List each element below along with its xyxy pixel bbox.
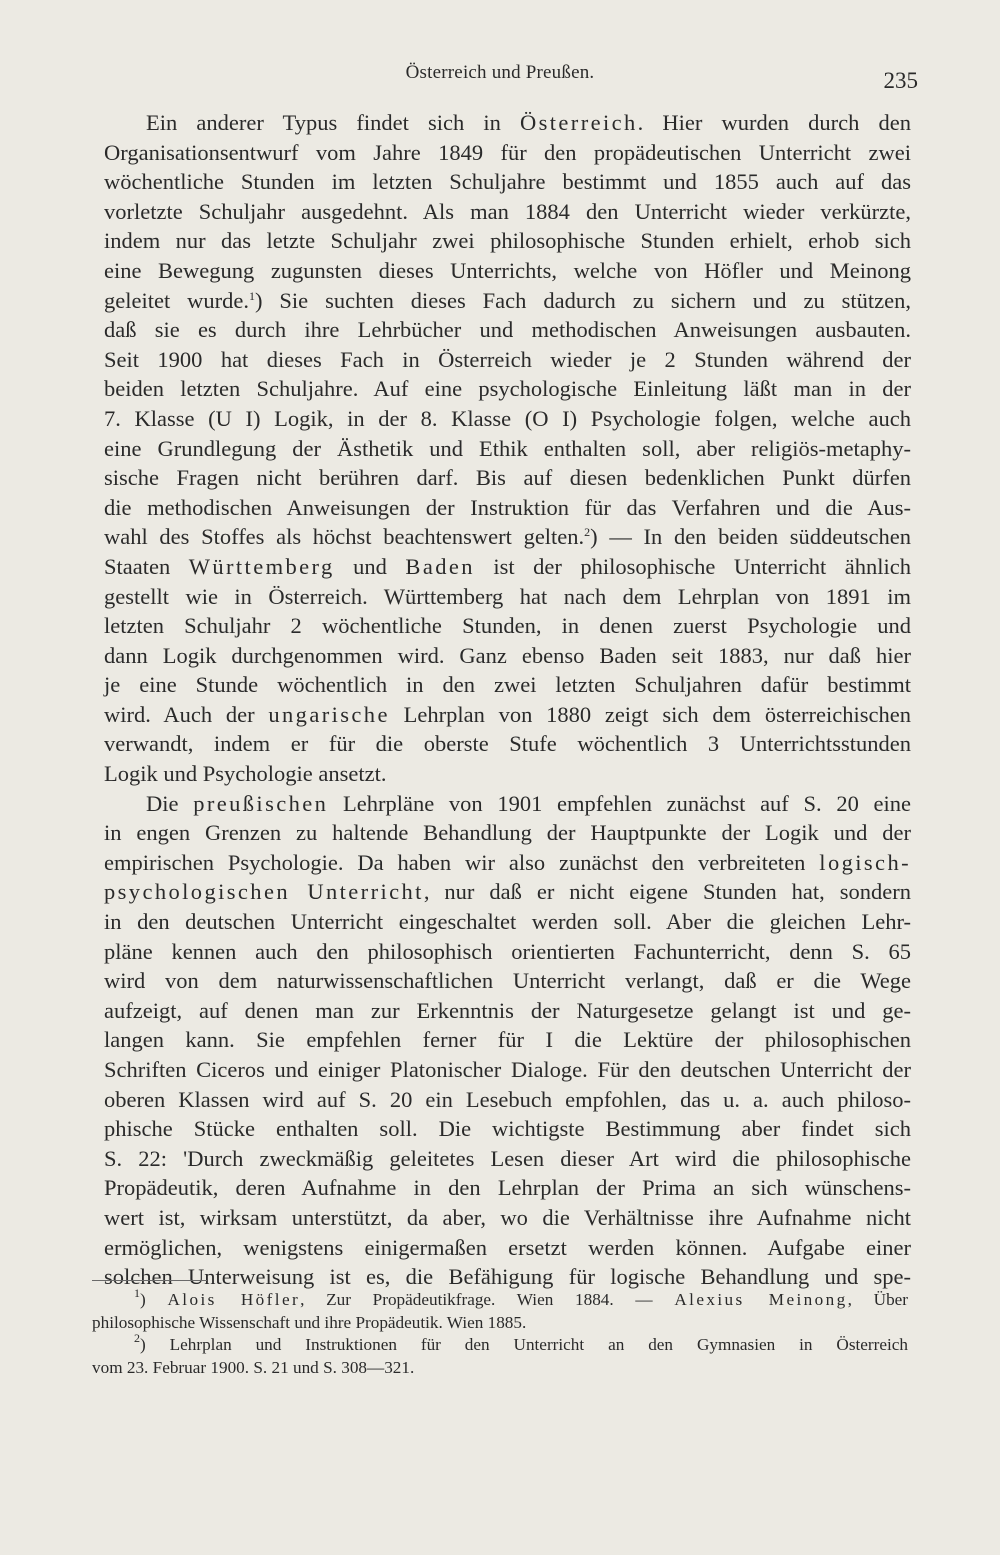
paragraph-line bbox=[104, 138, 911, 168]
text-run: Seit 1900 hat dieses Fach in Österreich wieder je 2 Stunden während der bbox=[104, 346, 911, 372]
text-run: , nur daß er nicht eigene Stunden hat, sondern bbox=[423, 879, 911, 905]
footnote bbox=[92, 1331, 908, 1379]
text-run: philosophische Wissenschaft und ihre Propädeutik. Wien 1885. bbox=[92, 1312, 527, 1332]
footnotes bbox=[92, 1286, 909, 1379]
paragraph-line bbox=[104, 1055, 911, 1085]
paragraph-line bbox=[104, 1262, 911, 1292]
footnote-marker: 1 bbox=[249, 288, 255, 303]
text-run: phische Stücke enthalten soll. Die wichtigste Bestimmung aber findet sich bbox=[104, 1116, 911, 1142]
page-number: 235 bbox=[883, 68, 918, 93]
footnote-marker: 1 bbox=[134, 1286, 140, 1300]
footnote-line bbox=[92, 1286, 909, 1312]
paragraph-line bbox=[104, 404, 911, 434]
paragraph-line bbox=[104, 463, 911, 493]
paragraph-line bbox=[104, 286, 911, 316]
footnote-line bbox=[92, 1331, 908, 1357]
paragraph-line bbox=[104, 1114, 911, 1144]
text-run: wird von dem naturwissenschaftlichen Unterricht verlangt, daß er die Wege bbox=[104, 968, 911, 994]
paragraph-line bbox=[104, 315, 911, 345]
spaced-emphasis: Baden bbox=[405, 553, 475, 579]
spaced-emphasis: Österreich bbox=[519, 110, 638, 135]
text-run: und bbox=[334, 553, 406, 579]
text-run: 7. Klasse (U I) Logik, in der 8. Klasse (O I) Psychologie folgen, welche auch bbox=[104, 405, 911, 431]
paragraph-line bbox=[104, 641, 911, 671]
text-run: indem nur das letzte Schuljahr zwei philosophische Stunden erhielt, erhob sich bbox=[104, 228, 911, 254]
text-run: pläne kennen auch den philosophisch orientierten Fachunterricht, denn S. 65 bbox=[104, 938, 911, 964]
footnote-marker: 2 bbox=[134, 1331, 140, 1345]
footnote bbox=[92, 1286, 909, 1334]
text-run: Staaten bbox=[104, 553, 189, 579]
paragraph-line bbox=[104, 937, 911, 967]
paragraph-line bbox=[104, 966, 911, 996]
paragraph-line bbox=[104, 226, 911, 256]
spaced-emphasis: Alois Höfler bbox=[167, 1290, 301, 1309]
text-run: empirischen Psychologie. Da haben wir also zunächst den verbreiteten bbox=[104, 849, 820, 875]
text-run: eine Bewegung zugunsten dieses Unterrichts, welche von Höfler und Meinong bbox=[104, 257, 911, 283]
paragraph-line bbox=[104, 1233, 911, 1263]
text-run: . Hier wurden durch den bbox=[637, 110, 911, 135]
text-run: letzten Schuljahr 2 wöchentliche Stunden, in denen zuerst Psychologie und bbox=[104, 613, 911, 639]
running-head bbox=[0, 62, 1000, 102]
text-run: solchen Unterweisung ist es, die Befähigung für logische Behandlung und spe- bbox=[104, 1264, 911, 1290]
footnote-line bbox=[92, 1312, 908, 1335]
paragraph-line bbox=[104, 818, 911, 848]
paragraph-line bbox=[104, 167, 911, 197]
text-run: aufzeigt, auf denen man zur Erkenntnis der Naturgesetze gelangt ist und ge- bbox=[104, 997, 911, 1023]
text-run: in engen Grenzen zu haltende Behandlung der Hauptpunkte der Logik und der bbox=[104, 820, 911, 846]
text-run: S. 22: 'Durch zweckmäßig geleitetes Lesen dieser Art wird die philosophische bbox=[104, 1145, 911, 1171]
paragraph-line bbox=[104, 434, 911, 464]
text-run: vorletzte Schuljahr ausgedehnt. Als man 1884 den Unterricht wieder verkürzte, bbox=[104, 198, 911, 224]
paragraph-line bbox=[104, 700, 911, 730]
text-run: oberen Klassen wird auf S. 20 ein Lesebuch empfohlen, das u. a. auch philoso- bbox=[104, 1086, 911, 1112]
text-run: ermöglichen, wenigstens einigermaßen ersetzt werden können. Aufgabe einer bbox=[104, 1234, 911, 1260]
text-run: beiden letzten Schuljahre. Auf eine psychologische Einleitung läßt man in der bbox=[104, 376, 911, 402]
paragraph-line bbox=[104, 611, 911, 641]
text-run: Propädeutik, deren Aufnahme in den Lehrplan der Prima an sich wünschens- bbox=[104, 1175, 911, 1201]
footnote-marker: 2 bbox=[584, 525, 591, 540]
paragraph-line bbox=[104, 345, 911, 375]
paragraph-line bbox=[104, 197, 911, 227]
footnote-line bbox=[92, 1357, 908, 1380]
paragraph-line bbox=[104, 493, 911, 523]
text-run: ) bbox=[140, 1290, 168, 1309]
text-run: wöchentliche Stunden im letzten Schuljahre bestimmt und 1855 auch auf das bbox=[104, 169, 911, 195]
spaced-emphasis: Alexius Meinong bbox=[674, 1290, 848, 1309]
text-run: Ein anderer Typus findet sich in bbox=[146, 110, 520, 135]
text-run: die methodischen Anweisungen der Instruktion für das Verfahren und die Aus- bbox=[104, 494, 911, 520]
text-run: ) Sie suchten dieses Fach dadurch zu sichern und zu stützen, bbox=[255, 287, 911, 313]
paragraph-line bbox=[104, 1173, 911, 1203]
paragraph-line bbox=[104, 1085, 911, 1115]
paragraph-line bbox=[104, 877, 911, 907]
text-run: wahl des Stoffes als höchst beachtenswert gelten. bbox=[104, 524, 585, 550]
text-run: wird. Auch der bbox=[104, 701, 269, 727]
text-run: Lehrpläne von 1901 empfehlen zunächst auf S. 20 eine bbox=[328, 790, 911, 816]
text-run: wert ist, wirksam unterstützt, da aber, wo die Verhältnisse ihre Aufnahme nicht bbox=[104, 1204, 911, 1230]
text-run: daß sie es durch ihre Lehrbücher und methodischen Anweisungen ausbauten. bbox=[104, 317, 911, 343]
spaced-emphasis: preußischen bbox=[193, 790, 329, 816]
text-run: Lehrplan von 1880 zeigt sich dem österreichischen bbox=[389, 701, 912, 727]
text-run: Logik und Psychologie ansetzt. bbox=[104, 761, 387, 787]
paragraph-line bbox=[104, 670, 911, 700]
paragraph-line bbox=[104, 522, 911, 552]
paragraph-line bbox=[104, 729, 911, 759]
text-run: in den deutschen Unterricht eingeschaltet werden soll. Aber die gleichen Lehr- bbox=[104, 909, 911, 935]
text-run: geleitet wurde. bbox=[104, 287, 249, 313]
text-run: sische Fragen nicht berühren darf. Bis auf diesen bedenklichen Punkt dürfen bbox=[104, 465, 911, 491]
paragraph-line bbox=[104, 1144, 911, 1174]
paragraph-line bbox=[104, 759, 911, 789]
paragraph-line bbox=[104, 1203, 911, 1233]
running-title: Österreich und Preußen. bbox=[405, 62, 595, 83]
paragraph-line bbox=[104, 108, 911, 138]
text-run: vom 23. Februar 1900. S. 21 und S. 308—321. bbox=[92, 1357, 415, 1377]
text-run: Organisationsentwurf vom Jahre 1849 für den propädeutischen Unterricht zwei bbox=[104, 139, 911, 165]
paragraph bbox=[104, 108, 911, 789]
text-run: eine Grundlegung der Ästhetik und Ethik enthalten soll, aber religiös-metaphy- bbox=[104, 435, 911, 461]
text-run: gestellt wie in Österreich. Württemberg hat nach dem Lehrplan von 1891 im bbox=[104, 583, 911, 609]
paragraph-line bbox=[104, 582, 911, 612]
paragraph-line bbox=[104, 256, 911, 286]
text-run: ) — In den beiden süddeutschen bbox=[590, 524, 911, 550]
paragraph-line bbox=[104, 374, 911, 404]
paragraph bbox=[104, 789, 911, 1292]
text-run: verwandt, indem er für die oberste Stufe wöchentlich 3 Unterrichtsstunden bbox=[104, 731, 911, 757]
paragraph-line bbox=[104, 907, 911, 937]
paragraph-line bbox=[104, 789, 911, 819]
spaced-emphasis: ungarische bbox=[268, 701, 390, 727]
spaced-emphasis: Württemberg bbox=[188, 553, 335, 579]
paragraph-line bbox=[104, 848, 911, 878]
text-run: langen kann. Sie empfehlen ferner für I die Lektüre der philosophischen bbox=[104, 1027, 911, 1053]
paragraph-line bbox=[104, 552, 911, 582]
text-run: ) Lehrplan und Instruktionen für den Unterricht an den Gymnasien in Österreich bbox=[140, 1335, 908, 1354]
spaced-emphasis: logisch- bbox=[819, 849, 911, 875]
text-run: Schriften Ciceros und einiger Platonischer Dialoge. Für den deutschen Unterricht der bbox=[104, 1057, 911, 1082]
text-run: , Über bbox=[847, 1290, 909, 1309]
text-run: dann Logik durchgenommen wird. Ganz ebenso Baden seit 1883, nur daß hier bbox=[104, 642, 911, 668]
paragraph-line bbox=[104, 1025, 911, 1055]
text-run: ist der philosophische Unterricht ähnlich bbox=[474, 553, 911, 579]
spaced-emphasis: psychologischen Unterricht bbox=[104, 879, 424, 905]
text-run: , Zur Propädeutikfrage. Wien 1884. — bbox=[300, 1290, 675, 1309]
footnote-rule bbox=[92, 1280, 207, 1281]
body-text bbox=[104, 108, 911, 1292]
paragraph-line bbox=[104, 996, 911, 1026]
text-run: je eine Stunde wöchentlich in den zwei letzten Schuljahren dafür bestimmt bbox=[104, 672, 911, 698]
text-run: Die bbox=[146, 790, 194, 816]
